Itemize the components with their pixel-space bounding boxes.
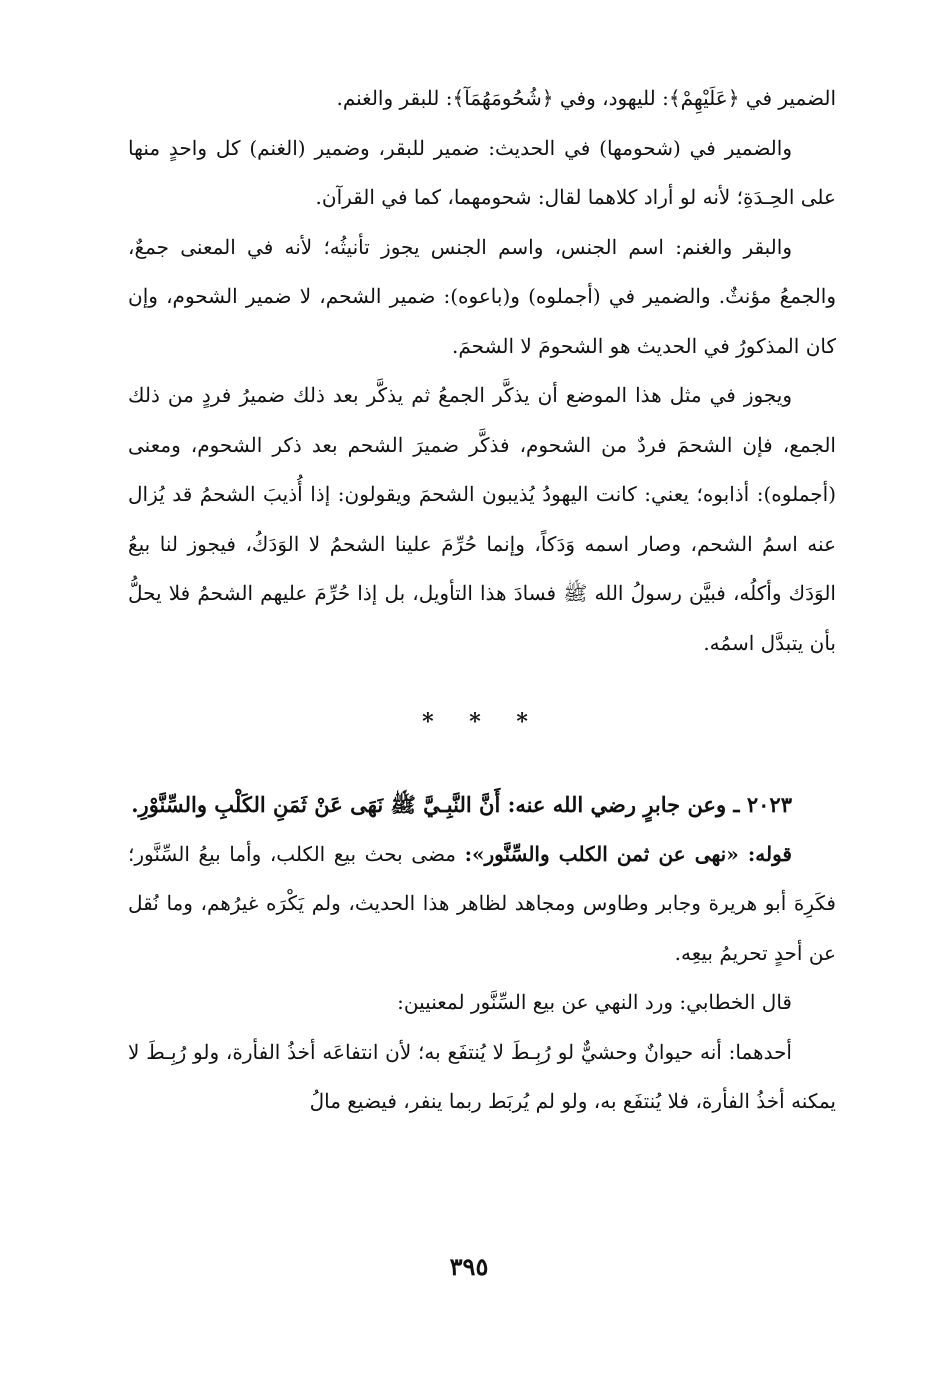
paragraph-khattabi: قال الخطابي: ورد النهي عن بيع السِّنَّور لمعنيين: <box>397 990 792 1014</box>
section-separator: * * * <box>422 709 542 735</box>
paragraph-fat-explanation: ويجوز في مثل هذا الموضع أن يذكَّر الجمعُ ثم يذكَّر بعد ذلك ضميرُ فردٍ من ذلك الجمع، فإن الشحمَ فردٌ من الشحوم، فذكَّر ضميرَ الشحم بعد ذكر الشحوم، ومعنى (أجملوه): أذابوه؛ يعني: كانت اليهودُ يُذيبون الشحمَ ويقولون: إذا أُذيبَ الشحمُ قد يُزال عنه اسمُ الشحم، وصار اسمه وَدَكاً، وإنما حُرِّمَ علينا الشحمُ لا الوَدَكُ، فيجوز لنا بيعُ الوَدَك وأكلُه، فبيَّن رسولُ الله ﷺ فسادَ هذا التأويل، بل إذا حُرِّمَ عليهم الشحمُ فلا يحلُّ بأن يتبدَّل اسمُه. <box>128 383 836 655</box>
paragraph-commentary <box>128 830 836 979</box>
paragraph-first-reason: أحدهما: أنه حيوانٌ وحشيٌّ لو رُبِـطَ لا يُنتفَع به؛ لأن انتفاعَه أخذُ الفأرة، ولو رُبِـطَ لا يمكنه أخذُ الفأرة، فلا يُنتفَع به، ولو لم يُربَط ربما ينفر، فيضيع مالُ <box>128 1039 836 1113</box>
page-body <box>128 74 836 1127</box>
paragraph-pronoun-explanation: والضمير في (شحومها) في الحديث: ضمير للبقر، وضمير (الغنم) كل واحدٍ منها على الحِـدَةِ؛ لأنه لو أراد كلاهما لقال: شحومهما، كما في القرآن. <box>128 135 836 209</box>
paragraph-genus-noun: والبقر والغنم: اسم الجنس، واسم الجنس يجوز تأنيثُه؛ لأنه في المعنى جمعٌ، والجمعُ مؤنثٌ. والضمير في (أجملوه) و(باعوه): ضمير الشحم، لا ضمير الشحوم، وإن كان المذكورُ في الحديث هو الشحومَ لا الشحمَ. <box>128 234 836 358</box>
commentary-quote: قوله: «نهى عن ثمن الكلب والسِّنَّور»: <box>464 841 792 866</box>
paragraph-continuation: الضمير في ﴿عَلَيْهِمْ﴾: لليهود، وفي ﴿شُحُومَهُمَآ﴾: للبقر والغنم. <box>336 86 836 110</box>
commentary-text: مضى بحث بيع الكلب، وأما بيعُ السِّنَّور؛ فكَرِهَ أبو هريرة وجابر وطاوس ومجاهد لظاهر هذا الحديث، ولم يَكْرَه غيرُهم، وما نُقل عن أحدٍ تحريمُ بيعِه. <box>128 841 836 965</box>
page-number: ٣٩٥ <box>449 1252 489 1281</box>
hadith-heading: ٢٠٢٣ ـ وعن جابرٍ رضي الله عنه: أَنَّ النَّبِـيَّ ﷺ نَهَى عَنْ ثَمَنِ الكَلْبِ والسِّنَّوْرِ. <box>131 792 792 817</box>
